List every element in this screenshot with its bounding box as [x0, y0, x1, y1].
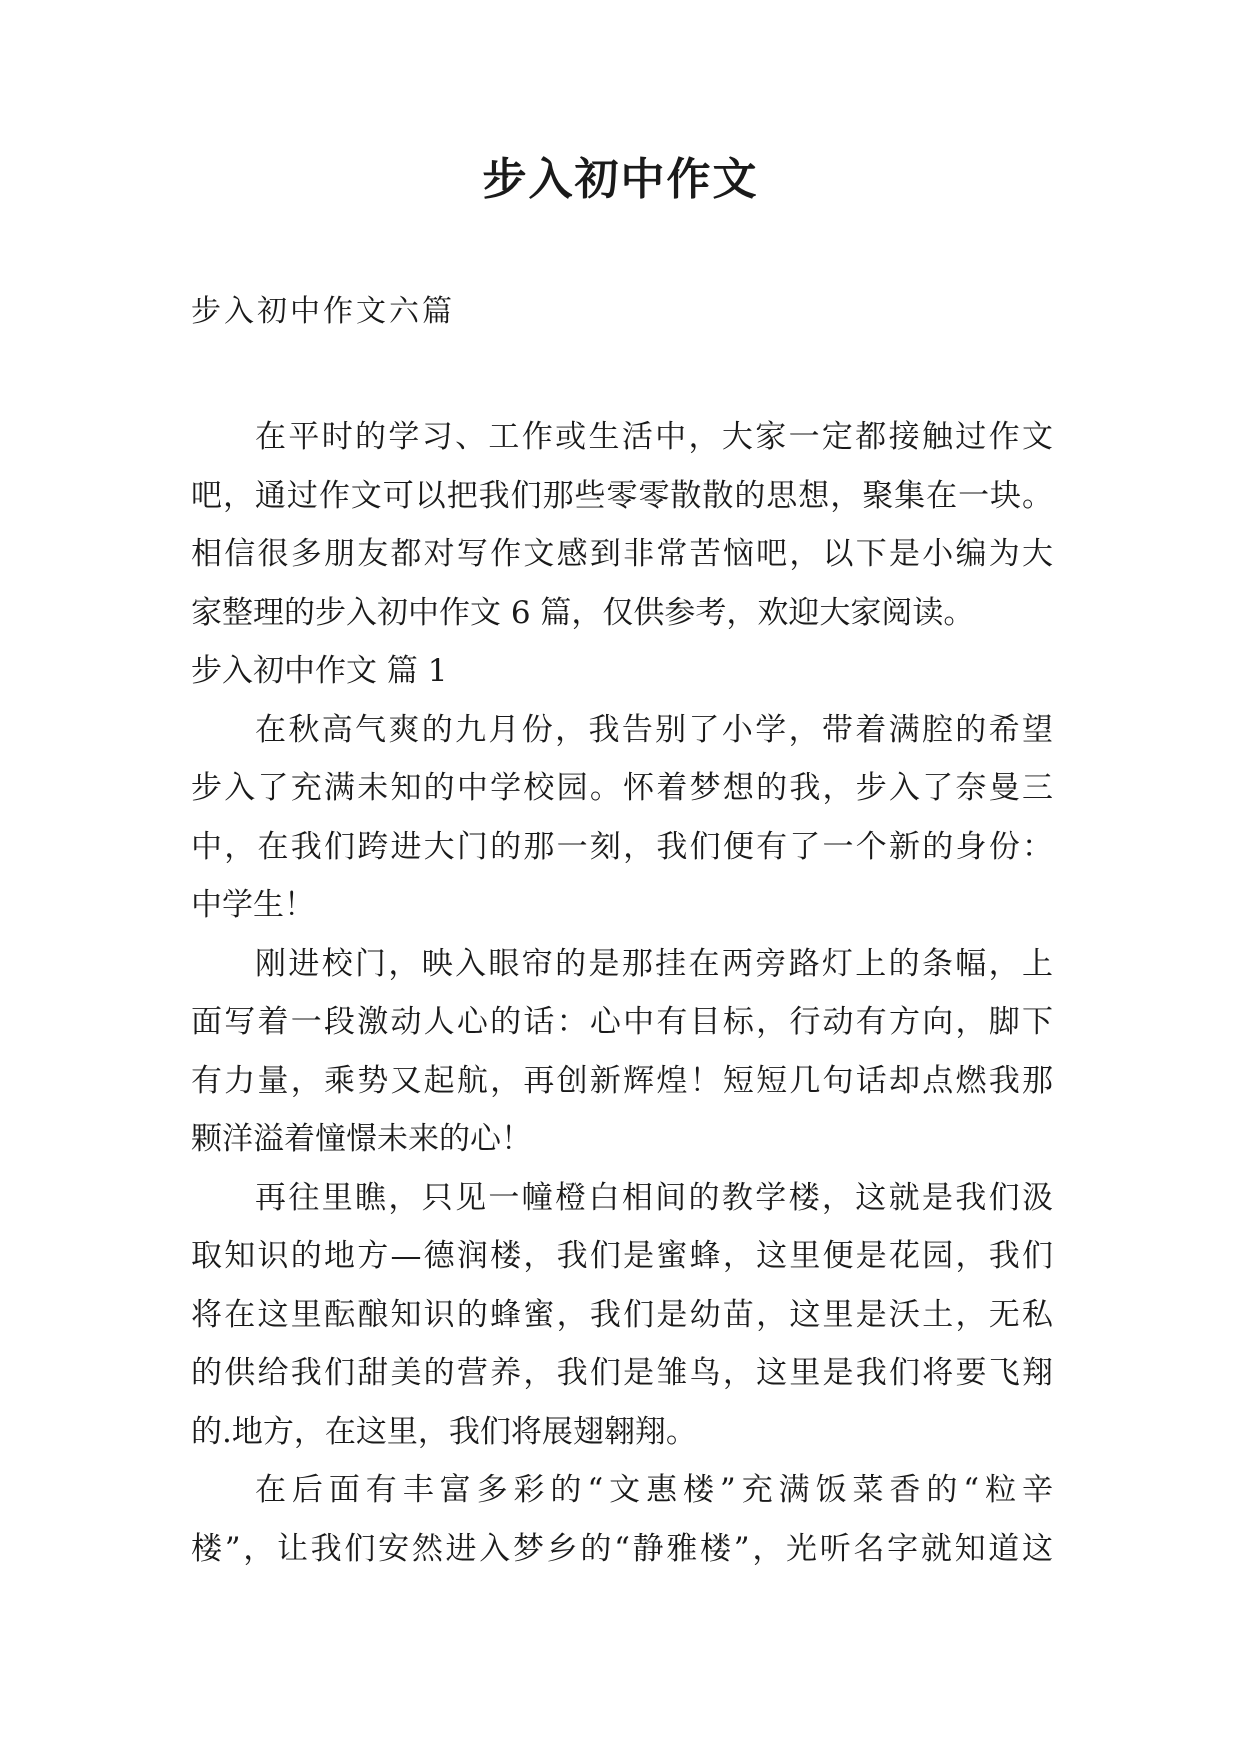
body-line: 步入了充满未知的中学校园。怀着梦想的我，步入了奈曼三 [191, 770, 1053, 806]
body-line: 在秋高气爽的九月份，我告别了小学，带着满腔的希望 [255, 711, 1053, 748]
section-heading: 步入初中作文 篇 1 [191, 653, 448, 689]
document-body [191, 408, 1053, 1578]
body-line: 相信很多朋友都对写作文感到非常苦恼吧，以下是小编为大 [191, 536, 1053, 572]
body-line: 在平时的学习、工作或生活中，大家一定都接触过作文 [255, 419, 1053, 455]
body-line: 取知识的地方—德润楼，我们是蜜蜂，这里便是花园，我们 [191, 1238, 1053, 1274]
body-line: 将在这里酝酿知识的蜂蜜，我们是幼苗，这里是沃土，无私 [191, 1296, 1053, 1333]
body-line: 中学生！ [191, 887, 315, 923]
body-line: 颗洋溢着憧憬未来的心！ [191, 1121, 532, 1157]
document-title: 步入初中作文 [482, 154, 759, 205]
body-line: 家整理的步入初中作文 6 篇，仅供参考，欢迎大家阅读。 [191, 594, 975, 631]
body-line: 刚进校门，映入眼帘的是那挂在两旁路灯上的条幅，上 [255, 945, 1053, 982]
body-line: 在后面有丰富多彩的“文惠楼”充满饭菜香的“粒辛 [255, 1472, 1053, 1508]
body-line: 的供给我们甜美的营养，我们是雏鸟，这里是我们将要飞翔 [191, 1355, 1053, 1391]
body-line: 吧，通过作文可以把我们那些零零散散的思想，聚集在一块。 [191, 477, 1053, 514]
body-line: 有力量，乘势又起航，再创新辉煌！短短几句话却点燃我那 [191, 1062, 1053, 1099]
body-line: 面写着一段激动人心的话：心中有目标，行动有方向，脚下 [191, 1004, 1053, 1040]
document-subtitle: 步入初中作文六篇 [191, 294, 455, 329]
body-line: 再往里瞧，只见一幢橙白相间的教学楼，这就是我们汲 [255, 1179, 1053, 1216]
body-line: 楼”，让我们安然进入梦乡的“静雅楼”，光听名字就知道这 [191, 1530, 1053, 1567]
body-line: 中，在我们跨进大门的那一刻，我们便有了一个新的身份： [191, 828, 1053, 865]
body-line: 的.地方，在这里，我们将展翅翱翔。 [191, 1413, 697, 1450]
